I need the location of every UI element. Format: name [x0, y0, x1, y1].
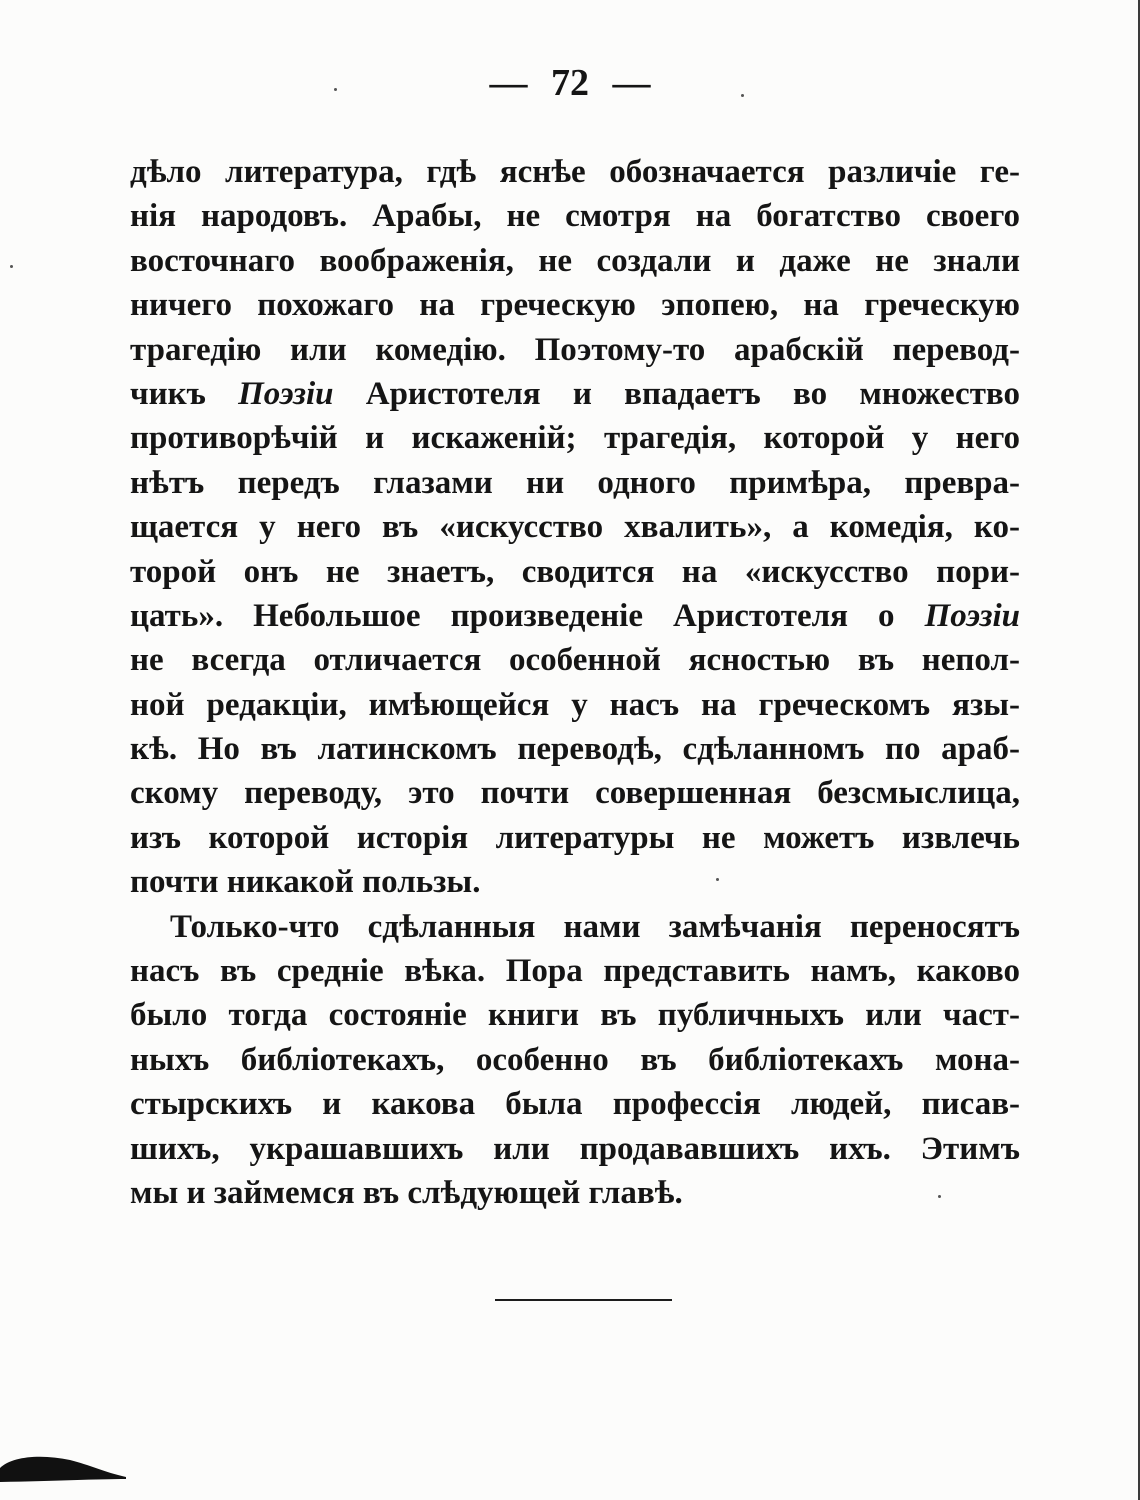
text-line: ной редакціи, имѣющейся у насъ на греческомъ язы-	[130, 686, 1020, 723]
text-line: нѣтъ передъ глазами ни одного примѣра, превра-	[130, 464, 1020, 501]
text-line: изъ которой исторія литературы не можетъ извлечь	[130, 819, 1020, 856]
text-line	[130, 372, 1020, 416]
text-line: насъ въ средніе вѣка. Пора представить намъ, каково	[130, 953, 1020, 990]
page-text	[130, 150, 1020, 1215]
text-line: ныхъ библіотекахъ, особенно въ библіотекахъ мона-	[130, 1041, 1020, 1078]
text-line: нія народовъ. Арабы, не смотря на богатство своего	[130, 198, 1020, 235]
page-number: — 72 —	[489, 62, 651, 104]
italic-title: Поэзіи	[924, 597, 1020, 634]
text-line: мы и займемся въ слѣдующей главѣ.	[130, 1174, 683, 1211]
section-end-rule	[495, 1299, 672, 1301]
paragraph-2	[130, 905, 1020, 1216]
text-line: стырскихъ и какова была профессія людей, писав-	[130, 1086, 1020, 1123]
scan-speck	[741, 94, 744, 97]
text-line: скому переводу, это почти совершенная безсмыслица,	[130, 775, 1020, 812]
text-line: Только-что сдѣланныя нами замѣчанія переносятъ	[170, 908, 1020, 945]
scan-smudge	[0, 1448, 130, 1488]
scan-speck	[938, 1195, 941, 1198]
text-line: ничего похожаго на греческую эпопею, на греческую	[130, 287, 1020, 324]
text-line	[130, 594, 1020, 638]
text-line: трагедію или комедію. Поэтому-то арабскій перевод-	[130, 331, 1020, 368]
text-line: восточнаго воображенія, не создали и даже не знали	[130, 242, 1020, 279]
text-line: торой онъ не знаетъ, сводится на «искусство пори-	[130, 553, 1020, 590]
text-line: дѣло литература, гдѣ яснѣе обозначается различіе ге-	[130, 154, 1020, 190]
scan-speck	[334, 88, 337, 91]
scan-speck	[716, 878, 719, 881]
line-segment: цать». Небольшое произведеніе Аристотеля о	[130, 597, 925, 634]
scan-speck	[10, 265, 13, 268]
italic-title: Поэзіи	[238, 375, 334, 412]
line-segment: Аристотеля и впадаетъ во множество	[333, 375, 1020, 412]
line-segment: чикъ	[130, 375, 239, 412]
text-line: почти никакой пользы.	[130, 864, 481, 901]
text-line: не всегда отличается особенной ясностью въ непол-	[130, 642, 1020, 679]
text-line: кѣ. Но въ латинскомъ переводѣ, сдѣланномъ по араб-	[130, 731, 1020, 768]
text-line: противорѣчій и искаженій; трагедія, которой у него	[130, 420, 1020, 457]
text-line: было тогда состояніе книги въ публичныхъ или част-	[130, 997, 1020, 1034]
paragraph-1	[130, 150, 1020, 905]
text-line: шихъ, украшавшихъ или продававшихъ ихъ. Этимъ	[130, 1130, 1020, 1167]
text-line: щается у него въ «искусство хвалить», а комедія, ко-	[130, 509, 1020, 546]
